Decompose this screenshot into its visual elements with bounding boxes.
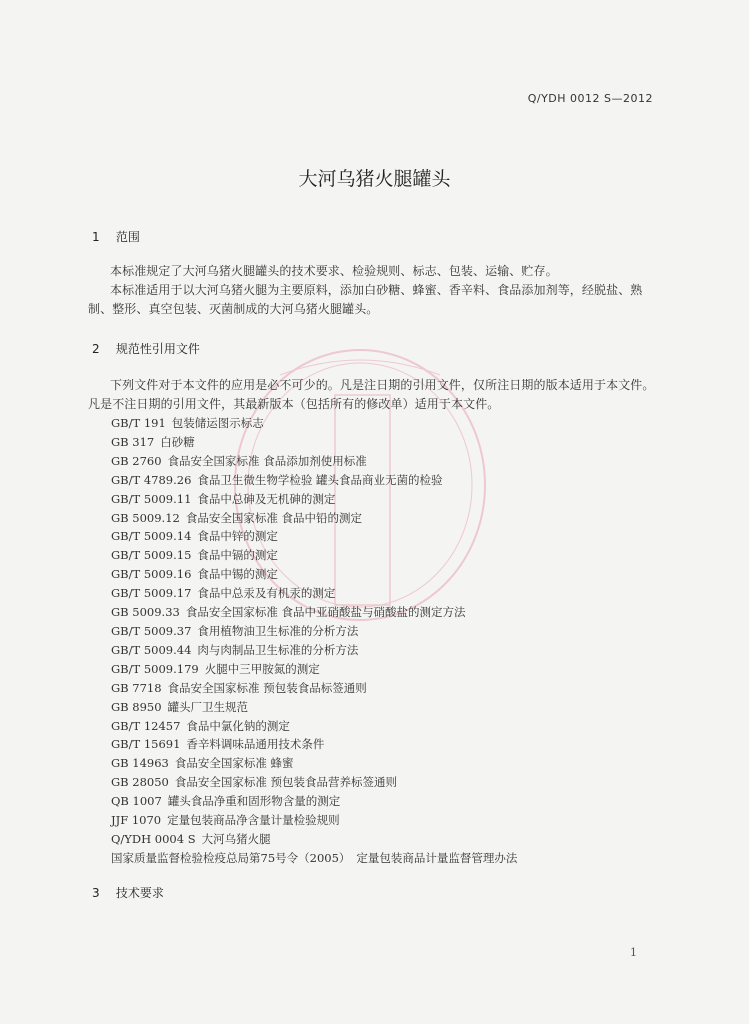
section-heading-requirements [92, 884, 164, 901]
reference-name: 白砂糖 [160, 434, 195, 449]
paragraph: 本标准适用于以大河乌猪火腿为主要原料，添加白砂糖、蜂蜜、香辛料、食品添加剂等，经脱盐、熟制、整形、真空包装、灭菌制成的大河乌猪火腿罐头。 [88, 283, 643, 316]
reference-name: 肉与肉制品卫生标准的分析方法 [197, 642, 359, 657]
page-number: 1 [630, 946, 637, 959]
reference-name: 定量包装商品计量监督管理办法 [356, 850, 518, 865]
reference-name: 香辛料调味品通用技术条件 [186, 737, 325, 752]
reference-code: GB 317 [111, 434, 155, 449]
reference-code: JJF 1070 [111, 813, 162, 828]
reference-name: 食品安全国家标准 预包装食品营养标签通则 [174, 775, 398, 790]
reference-code: GB/T 5009.17 [111, 586, 192, 601]
reference-item [111, 811, 671, 830]
reference-item [111, 660, 671, 679]
paragraph: 下列文件对于本文件的应用是必不可少的。凡是注日期的引用文件，仅所注日期的版本适用于本文件。凡是不注日期的引用文件，其最新版本（包括所有的修改单）适用于本文件。 [88, 378, 655, 411]
reference-name: 食品安全国家标准 预包装食品标签通则 [167, 680, 367, 695]
reference-code: GB/T 15691 [111, 737, 181, 752]
section-heading-references [92, 340, 200, 357]
section-number: 3 [92, 886, 100, 900]
section-title: 范围 [115, 230, 140, 244]
reference-name: 食品中总汞及有机汞的测定 [197, 586, 336, 601]
reference-code: GB/T 5009.16 [111, 567, 192, 582]
reference-code: GB/T 5009.37 [111, 623, 192, 638]
reference-code: GB 28050 [111, 775, 169, 790]
reference-item [111, 754, 671, 773]
reference-item [111, 414, 671, 433]
reference-code: GB/T 5009.179 [111, 661, 199, 676]
page-title: 大河乌猪火腿罐头 [298, 168, 451, 190]
reference-code: GB/T 5009.11 [111, 491, 192, 506]
document-number: Q/YDH 0012 S—2012 [527, 92, 653, 105]
reference-name: 火腿中三甲胺氮的测定 [204, 661, 320, 676]
reference-name: 食品中总砷及无机砷的测定 [197, 491, 336, 506]
section-number: 2 [92, 342, 100, 356]
reference-name: 包装储运图示标志 [171, 416, 264, 430]
reference-code: 国家质量监督检验检疫总局第75号令（2005） [111, 850, 351, 865]
reference-name: 食品安全国家标准 食品中铅的测定 [185, 510, 363, 525]
reference-name: 食用植物油卫生标准的分析方法 [197, 623, 359, 638]
reference-item [111, 565, 671, 584]
reference-name: 食品安全国家标准 食品添加剂使用标准 [167, 453, 367, 468]
reference-code: GB 5009.12 [111, 510, 180, 525]
reference-code: GB/T 4789.26 [111, 472, 192, 487]
reference-name: 食品中镉的测定 [197, 548, 278, 563]
reference-code: GB/T 5009.44 [111, 642, 192, 657]
reference-item [111, 546, 671, 565]
reference-item [111, 433, 671, 452]
reference-name: 罐头厂卫生规范 [167, 699, 249, 714]
reference-name: 食品中锡的测定 [197, 567, 278, 582]
reference-code: Q/YDH 0004 S [111, 831, 196, 846]
reference-item [111, 641, 671, 660]
reference-code: GB/T 191 [111, 416, 166, 430]
reference-list [111, 414, 671, 868]
reference-item [111, 698, 671, 717]
reference-item [111, 773, 671, 792]
reference-name: 食品中锌的测定 [197, 529, 278, 544]
section-title: 技术要求 [115, 886, 164, 900]
reference-name: 食品卫生微生物学检验 罐头食品商业无菌的检验 [197, 472, 443, 487]
reference-name: 食品中氯化钠的测定 [186, 718, 290, 733]
reference-item [111, 584, 671, 603]
reference-name: 罐头食品净重和固形物含量的测定 [167, 794, 341, 809]
reference-item [111, 830, 671, 849]
reference-item [111, 622, 671, 641]
section-title: 规范性引用文件 [115, 342, 200, 356]
reference-item [111, 471, 671, 490]
reference-code: GB/T 5009.15 [111, 548, 192, 563]
section-heading-scope [92, 228, 140, 245]
reference-item [111, 717, 671, 736]
reference-item [111, 509, 671, 528]
reference-item [111, 849, 671, 868]
reference-code: GB 7718 [111, 680, 162, 695]
reference-item [111, 452, 671, 471]
reference-name: 食品安全国家标准 食品中亚硝酸盐与硝酸盐的测定方法 [185, 605, 466, 620]
reference-item [111, 527, 671, 546]
reference-item [111, 679, 671, 698]
section-number: 1 [92, 230, 100, 244]
reference-code: QB 1007 [111, 794, 162, 809]
reference-item [111, 490, 671, 509]
reference-name: 大河乌猪火腿 [201, 831, 271, 846]
reference-item [111, 735, 671, 754]
reference-code: GB 8950 [111, 699, 162, 714]
paragraph: 本标准规定了大河乌猪火腿罐头的技术要求、检验规则、标志、包装、运输、贮存。 [110, 264, 558, 278]
reference-code: GB 2760 [111, 453, 162, 468]
reference-item [111, 603, 671, 622]
reference-code: GB/T 5009.14 [111, 529, 192, 544]
reference-name: 定量包装商品净含量计量检验规则 [167, 813, 340, 828]
reference-name: 食品安全国家标准 蜂蜜 [174, 756, 294, 771]
reference-code: GB 14963 [111, 756, 169, 771]
reference-code: GB/T 12457 [111, 718, 181, 733]
reference-item [111, 792, 671, 811]
reference-code: GB 5009.33 [111, 605, 180, 620]
